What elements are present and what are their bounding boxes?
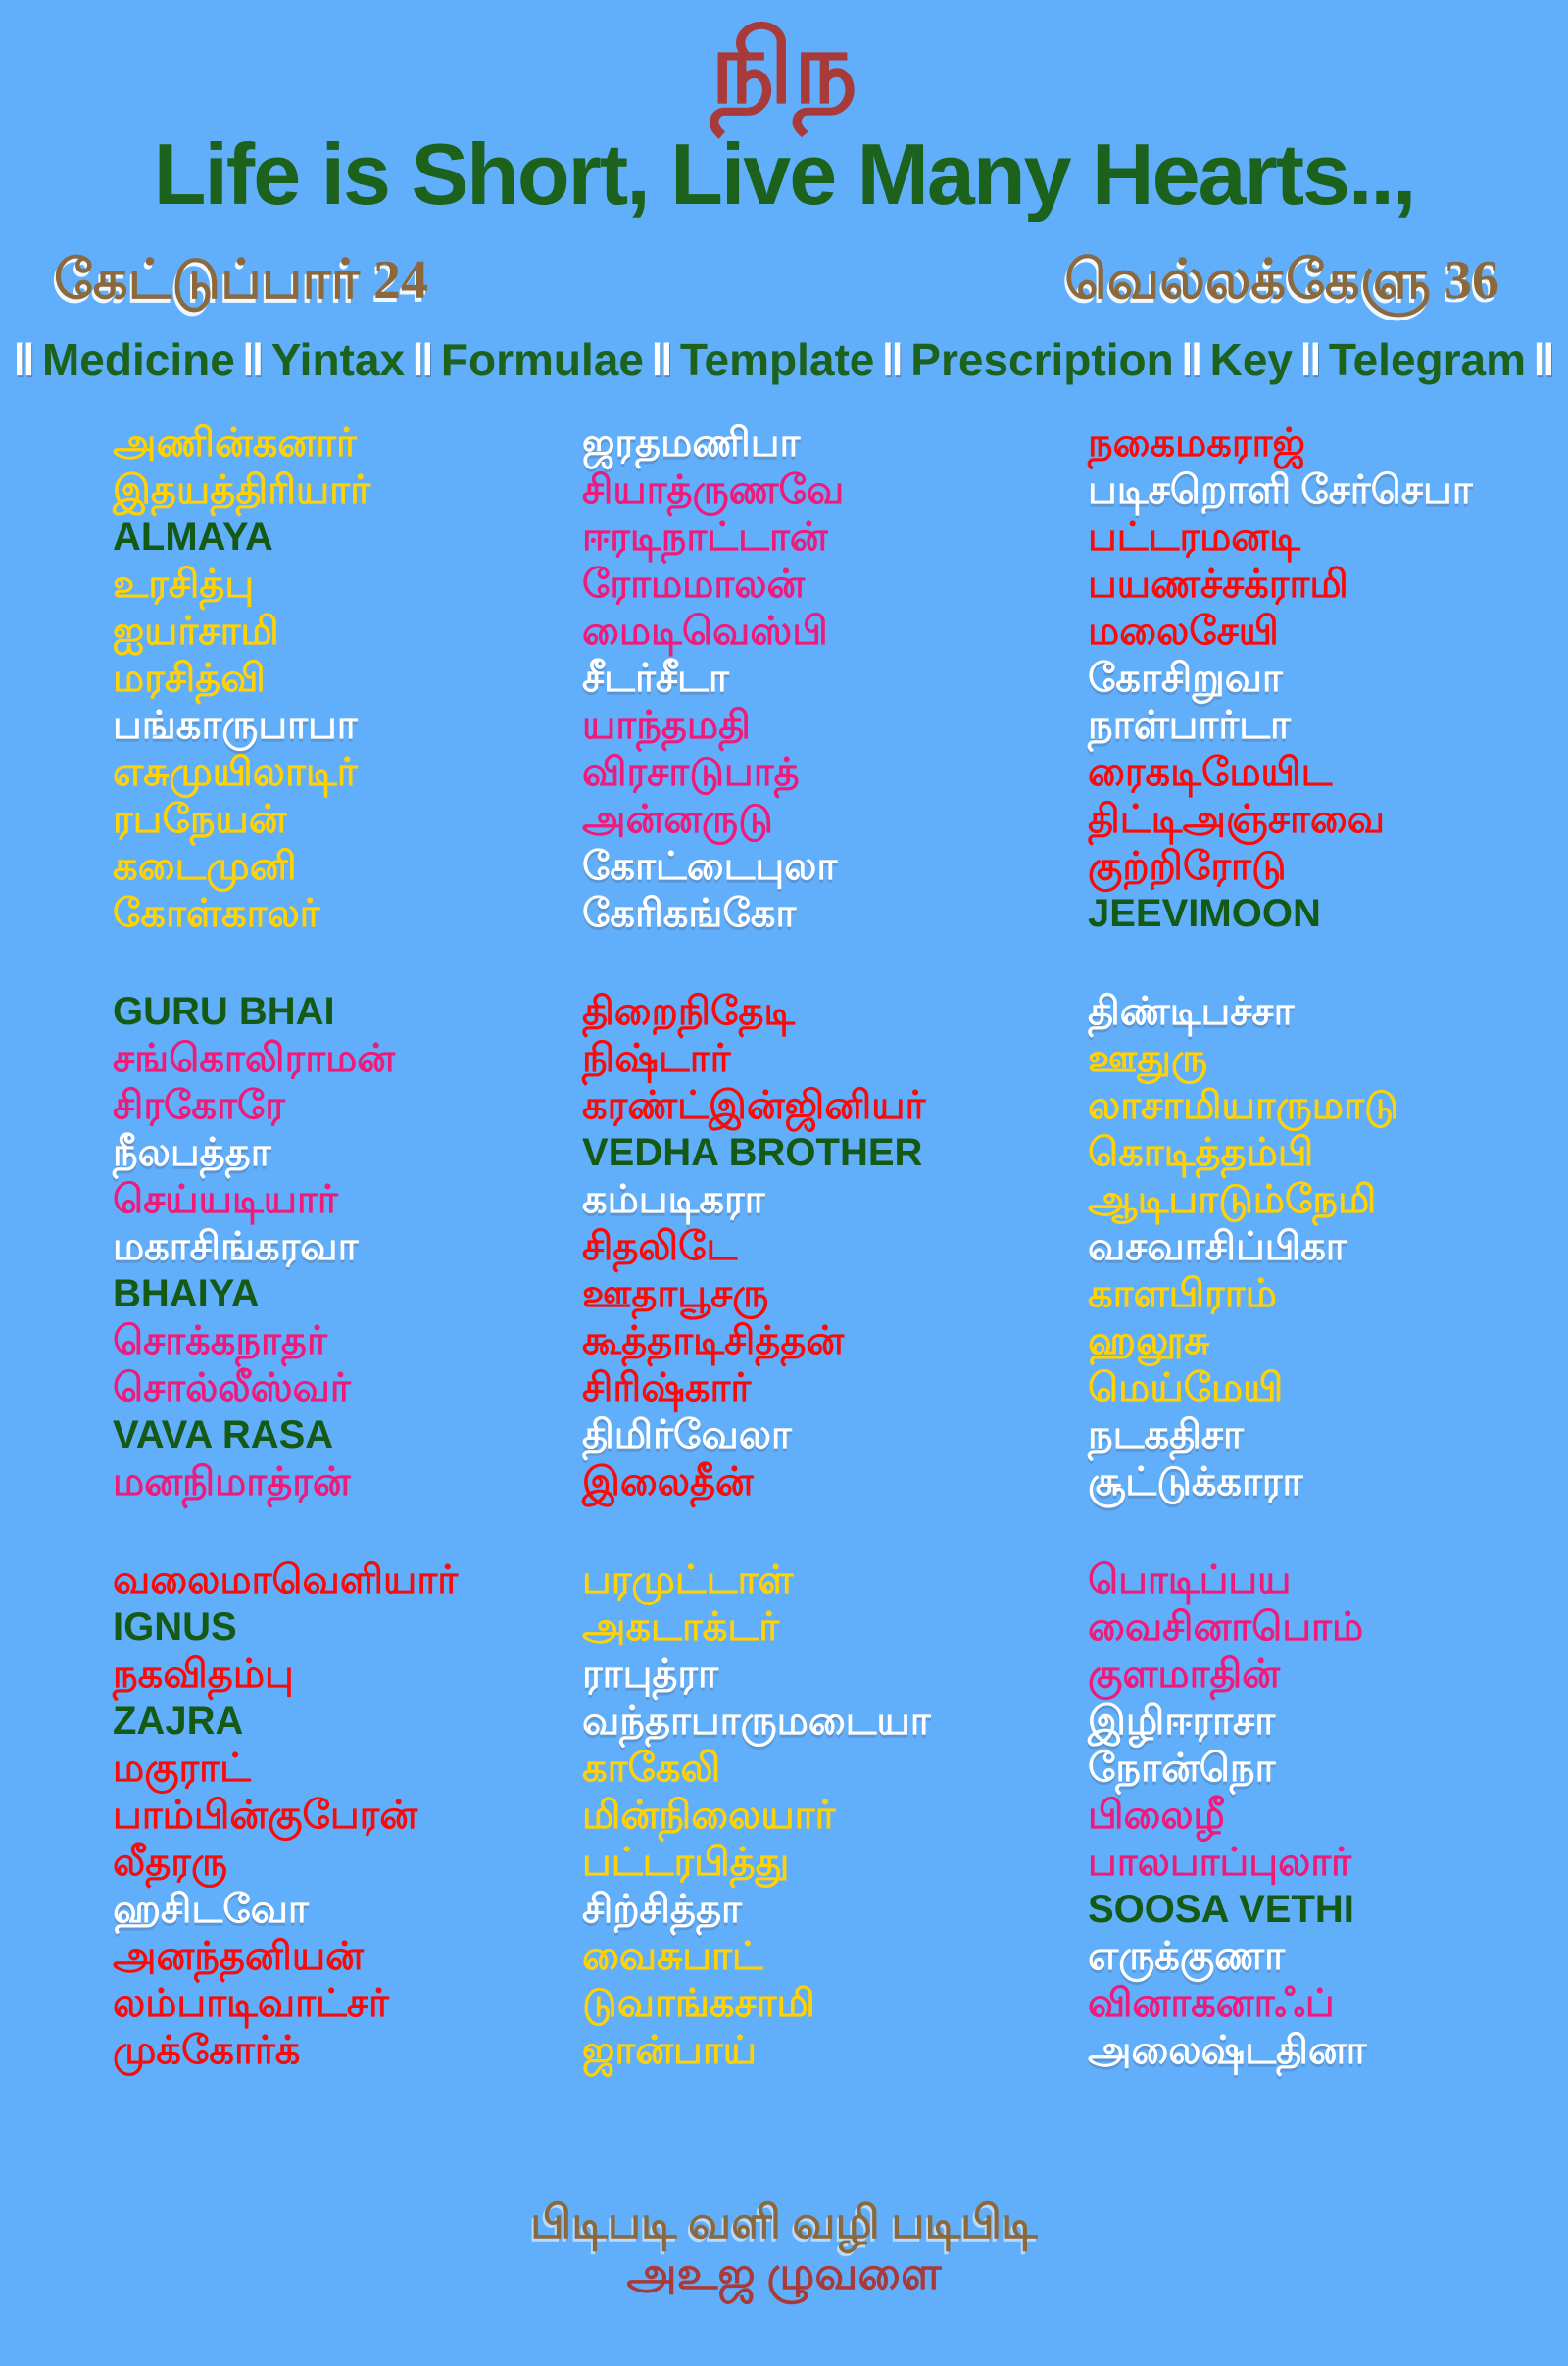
name-block-2-2 (582, 988, 1088, 1505)
list-item: நடகதிசா (1088, 1412, 1244, 1457)
list-item: வினாகனாஃப் (1088, 1981, 1335, 2026)
list-item: நகவிதம்பு (113, 1651, 294, 1697)
list-item: வந்தாபாருமடையா (582, 1699, 931, 1744)
footer-line-1: பிடிபடி வளி வழி படிபிடி (530, 2197, 1038, 2248)
name-block-1-1 (113, 419, 582, 937)
list-item: ராபுத்ரா (582, 1651, 718, 1697)
list-item: காகேலி (582, 1746, 721, 1791)
list-item: நோன்நொ (1088, 1746, 1276, 1791)
list-item: குளமாதின் (1088, 1651, 1281, 1697)
stat-right: வெல்லக்கேளு 36 (1064, 250, 1499, 312)
list-item: உரசித்பு (113, 562, 255, 607)
page-title: Life is Short, Live Many Hearts.., (153, 125, 1415, 223)
list-item: வைசுபாட் (582, 1934, 763, 1979)
list-item: லீதரரு (113, 1840, 228, 1885)
menu-item-telegram[interactable]: Telegram (1328, 334, 1527, 386)
list-item: சீடர்சீடா (582, 656, 729, 701)
list-item: எருக்குணா (1088, 1934, 1285, 1979)
list-item: சூட்டுக்காரா (1088, 1459, 1303, 1504)
list-item: ரைகடிமேயிட (1088, 750, 1333, 795)
list-item: VAVA RASA (113, 1413, 334, 1457)
list-item: ஜான்பாய் (582, 2028, 758, 2073)
list-item: குற்றிரோடு (1088, 844, 1287, 889)
column-3 (1088, 419, 1568, 2125)
name-block-2-3 (582, 1556, 1088, 2074)
list-item: மகுராட் (113, 1746, 251, 1791)
list-item: எசுமுயிலாடிர் (113, 750, 358, 795)
menu-separator: ‖ (881, 334, 905, 386)
list-item: டுவாங்கசாமி (582, 1981, 815, 2026)
list-item: காளபிராம் (1088, 1271, 1277, 1316)
list-item: BHAIYA (113, 1272, 260, 1316)
list-item: மனநிமாத்ரன் (113, 1459, 351, 1504)
name-block-3-3 (1088, 1556, 1568, 2074)
list-item: கோட்டைபுலா (582, 844, 838, 889)
list-item: நாள்பார்டா (1088, 703, 1291, 748)
list-item: கொடித்தம்பி (1088, 1130, 1314, 1175)
menu-item-yintax[interactable]: Yintax (270, 334, 406, 386)
name-block-1-2 (113, 988, 582, 1505)
list-item: நீலபத்தா (113, 1130, 271, 1175)
brand-logo: நிந (710, 14, 858, 124)
list-item: ZAJRA (113, 1700, 244, 1744)
list-item: கேரிகங்கோ (582, 891, 797, 936)
list-item: ஹசிடவோ (113, 1887, 309, 1932)
list-item: அனந்தனியன் (113, 1934, 364, 1979)
name-block-3-1 (1088, 419, 1568, 937)
list-item: சிதலிடே (582, 1224, 738, 1269)
list-item: கடைமுனி (113, 844, 297, 889)
list-item: பிலைழீ (1088, 1793, 1225, 1838)
list-item: ரபநேயன் (113, 797, 287, 842)
list-item: ரோமமாலன் (582, 562, 806, 607)
list-item: மின்நிலையார் (582, 1793, 836, 1838)
list-item: அன்னருடு (582, 797, 773, 842)
menu-item-key[interactable]: Key (1209, 334, 1293, 386)
list-item: ஆடிபாடும்நேமி (1088, 1177, 1377, 1222)
column-1 (113, 419, 582, 2125)
list-item: யாந்தமதி (582, 703, 751, 748)
column-2 (582, 419, 1088, 2125)
list-item: சிற்சித்தா (582, 1887, 742, 1932)
nav-menu (0, 334, 1568, 386)
list-item: கோள்காலர் (113, 891, 320, 936)
list-item: இழிஈராசா (1088, 1699, 1276, 1744)
list-item: இலைதீன் (582, 1459, 754, 1504)
list-item: சிரிஷ்கார் (582, 1365, 752, 1410)
list-item: திறைநிதேடி (582, 989, 796, 1034)
list-item: ஐயர்சாமி (113, 609, 279, 654)
list-item: மெய்மேயி (1088, 1365, 1284, 1410)
menu-separator: ‖ (650, 334, 673, 386)
list-item: சங்கொலிராமன் (113, 1036, 396, 1081)
list-item: செய்யடியார் (113, 1177, 338, 1222)
name-block-3-2 (1088, 988, 1568, 1505)
list-item: திட்டிஅஞ்சாவை (1088, 797, 1386, 842)
list-item: லாசாமியாருமாடு (1088, 1083, 1399, 1128)
list-item: இதயத்திரியார் (113, 468, 370, 513)
list-item: அணின்கனார் (113, 420, 357, 466)
list-item: வைசினாபொம் (1088, 1604, 1364, 1650)
menu-item-medicine[interactable]: Medicine (41, 334, 235, 386)
list-item: பங்காருபாபா (113, 703, 358, 748)
stats-row (0, 250, 1568, 312)
list-item: லம்பாடிவாட்சர் (113, 1981, 389, 2026)
list-item: மலைசேயி (1088, 609, 1279, 654)
list-item: சொக்கநாதர் (113, 1318, 327, 1363)
list-item: நிஷ்டார் (582, 1036, 731, 1081)
list-item: வலைமாவெளியார் (113, 1557, 459, 1602)
menu-separator: ‖ (1180, 334, 1203, 386)
menu-separator: ‖ (13, 334, 35, 386)
list-item: பரமுட்டாள் (582, 1557, 794, 1602)
list-item: முக்கோர்க் (113, 2028, 301, 2073)
page-footer (0, 2197, 1568, 2299)
list-item: IGNUS (113, 1605, 237, 1650)
list-item: மைடிவெஸ்பி (582, 609, 828, 654)
list-item: ஊதாபூசரு (582, 1271, 769, 1316)
list-item: ALMAYA (113, 516, 273, 560)
name-block-1-3 (113, 1556, 582, 2074)
stat-left: கேட்டுப்பார் 24 (54, 250, 428, 312)
menu-item-template[interactable]: Template (679, 334, 875, 386)
list-item: ஈரடிநாட்டான் (582, 515, 828, 560)
list-item: SOOSA VETHI (1088, 1888, 1354, 1932)
list-item: மரசித்வி (113, 656, 266, 701)
list-item: பயணச்சக்ராமி (1088, 562, 1348, 607)
name-block-2-1 (582, 419, 1088, 937)
list-item: பாம்பின்குபேரன் (113, 1793, 418, 1838)
menu-item-prescription[interactable]: Prescription (910, 334, 1174, 386)
list-item: ஜரதமணிபா (582, 420, 801, 466)
list-item: சியாத்ருணவே (582, 468, 845, 513)
footer-line-2: அஉஜ ழுவளை (626, 2248, 942, 2299)
menu-item-formulae[interactable]: Formulae (440, 334, 644, 386)
list-item: பட்டரமனடி (1088, 515, 1300, 560)
menu-separator: ‖ (1533, 334, 1555, 386)
list-item: நகைமகராஜ் (1088, 420, 1305, 466)
list-item: அலைஷ்டதினா (1088, 2028, 1367, 2073)
list-item: அகடாக்டர் (582, 1604, 780, 1650)
menu-separator: ‖ (241, 334, 265, 386)
list-item: பட்டரபித்து (582, 1840, 790, 1885)
menu-separator: ‖ (1299, 334, 1322, 386)
list-item: மகாசிங்கரவா (113, 1224, 359, 1269)
list-item: JEEVIMOON (1088, 892, 1321, 936)
names-board (0, 419, 1568, 2125)
list-item: சொல்லீஸ்வர் (113, 1365, 351, 1410)
list-item: கம்படிகரா (582, 1177, 765, 1222)
list-item: பொடிப்பய (1088, 1557, 1292, 1602)
list-item: கூத்தாடிசித்தன் (582, 1318, 845, 1363)
list-item: பாலபாப்புலார் (1088, 1840, 1352, 1885)
menu-separator: ‖ (412, 334, 434, 386)
list-item: திண்டிபச்சா (1088, 989, 1295, 1034)
list-item: வசவாசிப்பிகா (1088, 1224, 1347, 1269)
list-item: ஊதுரு (1088, 1036, 1208, 1081)
list-item: ஹலூசு (1088, 1318, 1210, 1363)
list-item: படிசறொளி சேர்செபா (1088, 468, 1473, 513)
list-item: கரண்ட்இன்ஜினியர் (582, 1083, 926, 1128)
list-item: GURU BHAI (113, 990, 335, 1034)
list-item: சிரகோரே (113, 1083, 285, 1128)
list-item: விரசாடுபாத் (582, 750, 800, 795)
page-root (0, 14, 1568, 2299)
list-item: VEDHA BROTHER (582, 1131, 923, 1175)
list-item: திமிர்வேலா (582, 1412, 792, 1457)
list-item: கோசிறுவா (1088, 656, 1283, 701)
